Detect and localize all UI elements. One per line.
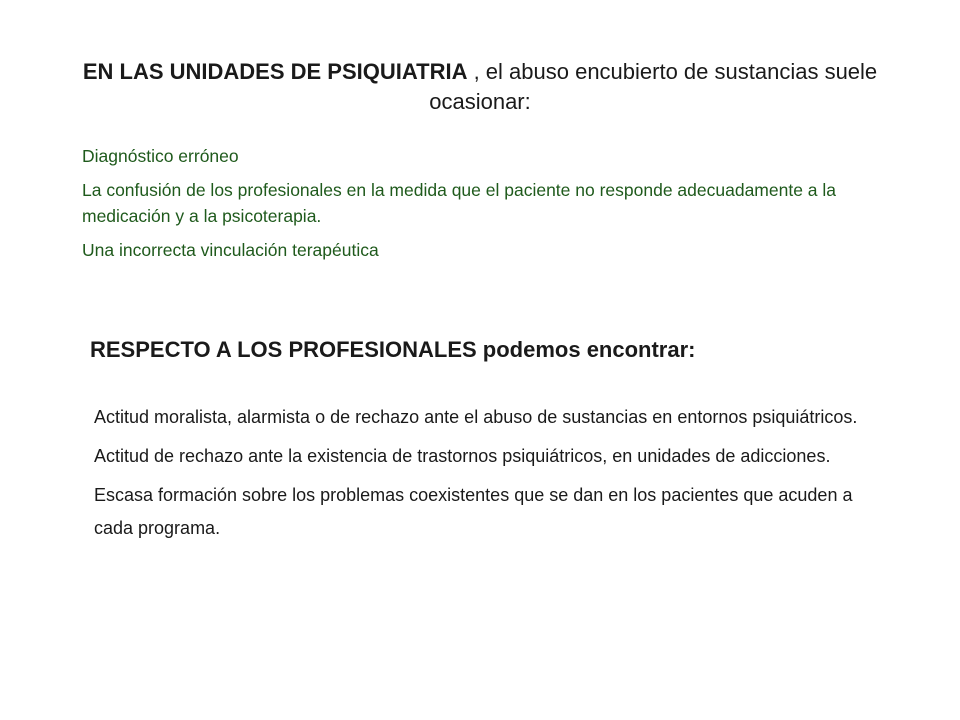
section1-item: Diagnóstico erróneo [82,146,239,166]
section2-item: Escasa formación sobre los problemas coexistentes que se dan en los pacientes que acuden a cada programa. [94,485,853,538]
section1-heading-bold: EN LAS UNIDADES DE PSIQUIATRIA [82,59,468,84]
section1-list [82,143,912,271]
section1-heading-rest: , el abuso encubierto de sustancias suele ocasionar: [429,59,878,114]
section1-item: Una incorrecta vinculación terapéutica [82,240,379,260]
section2-heading: RESPECTO A LOS PROFESIONALES podemos encontrar: [90,337,696,362]
section2-item: Actitud de rechazo ante la existencia de trastornos psiquiátricos, en unidades de adicciones. [94,446,831,466]
section2-list [94,401,894,551]
section1-heading [60,57,900,117]
section1-item: La confusión de los profesionales en la medida que el paciente no responde adecuadamente a la medicación y a la psicoterapia. [82,180,837,226]
section2-item: Actitud moralista, alarmista o de rechazo ante el abuso de sustancias en entornos psiquiátricos. [94,407,858,427]
